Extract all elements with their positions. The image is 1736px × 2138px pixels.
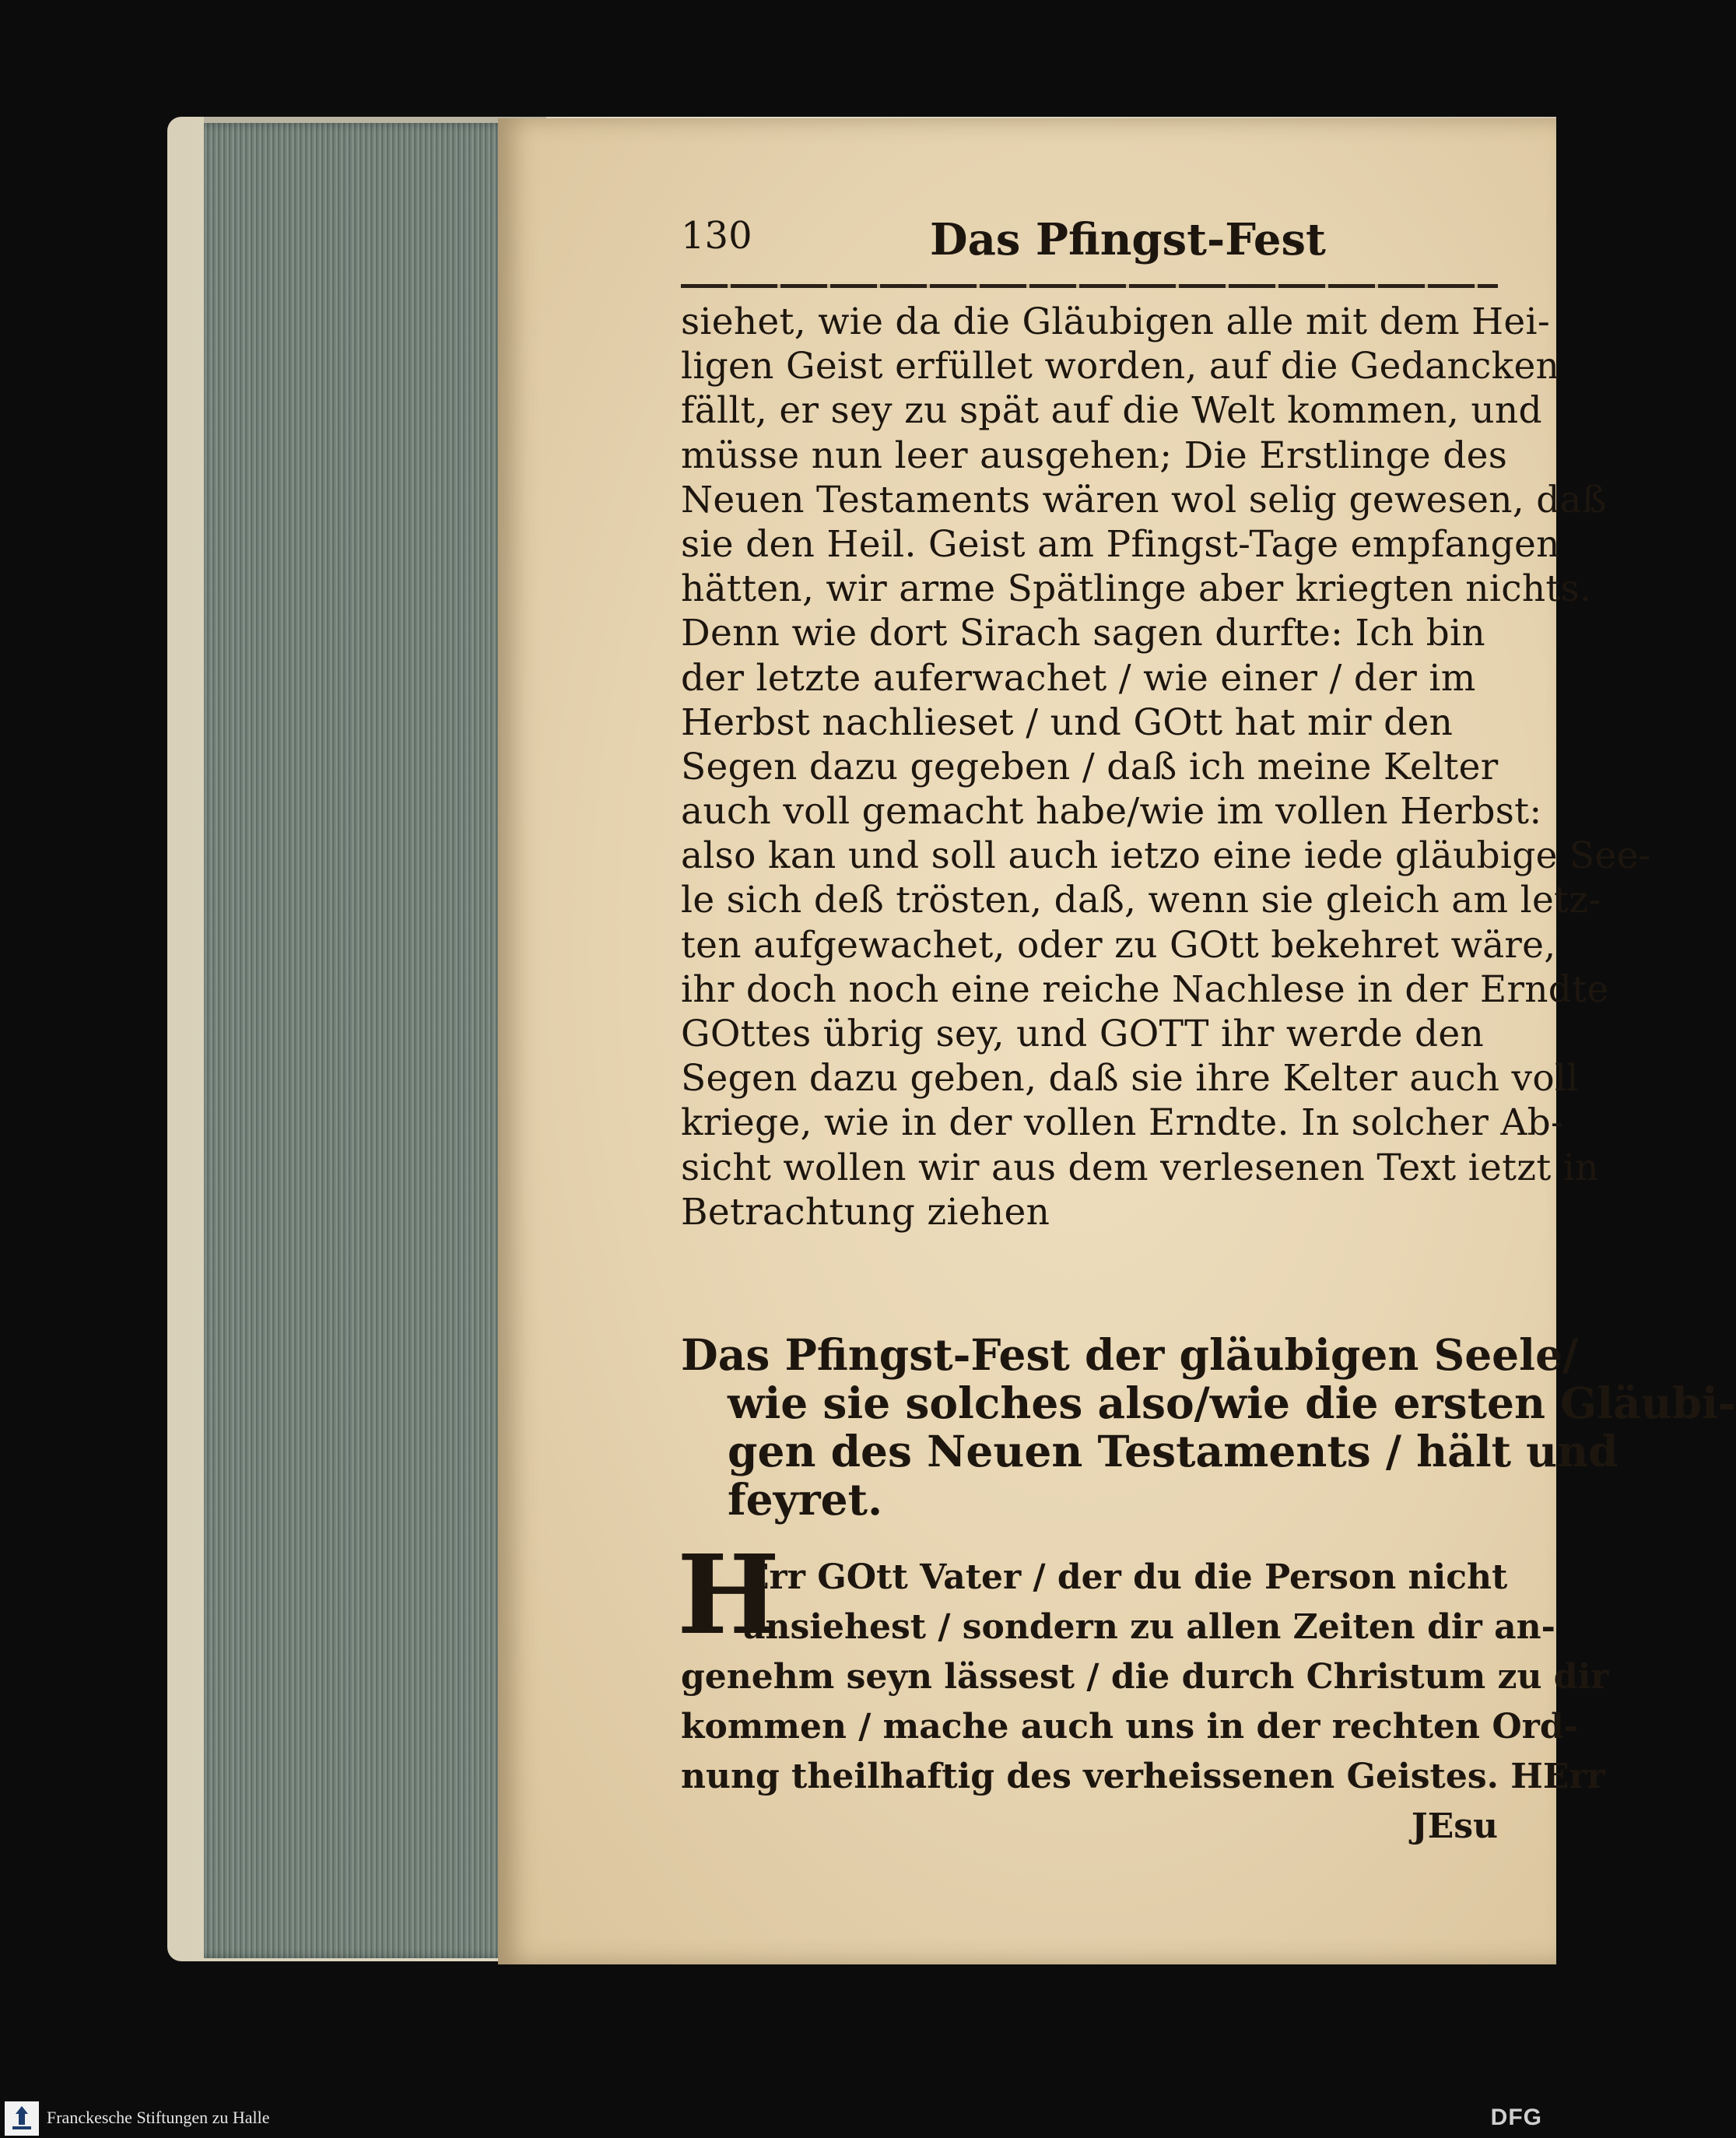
body-line: der letzte auferwachet / wie einer / der im — [681, 656, 1476, 700]
body-line: ten aufgewachet, oder zu GOtt bekehret wäre, — [681, 923, 1556, 967]
institution-name: Franckesche Stiftungen zu Halle — [47, 2108, 270, 2127]
body-line: Betrachtung ziehen — [681, 1190, 1050, 1234]
dfg-badge: DFG — [1490, 2105, 1542, 2130]
drop-cap: H — [677, 1532, 780, 1659]
prayer-line: JEsu — [1411, 1806, 1498, 1846]
body-line: sie den Heil. Geist am Pfingst-Tage empfangen — [681, 522, 1560, 566]
prayer-line: kommen / mache auch uns in der rechten Ord- — [681, 1707, 1578, 1747]
body-line: müsse nun leer ausgehen; Die Erstlinge des — [681, 434, 1508, 477]
body-text — [681, 300, 1651, 1234]
prayer-line: Err GOtt Vater / der du die Person nicht — [743, 1557, 1508, 1597]
body-line: kriege, wie in der vollen Erndte. In solcher Ab- — [681, 1101, 1564, 1145]
body-line: hätten, wir arme Spätlinge aber kriegten nichts. — [681, 567, 1592, 611]
institution-logo-icon — [5, 2101, 39, 2136]
body-line: fällt, er sey zu spät auf die Welt kommen, und — [681, 389, 1542, 433]
page-edges — [204, 123, 545, 1958]
body-line: ligen Geist erfüllet worden, auf die Gedancken — [681, 345, 1560, 388]
body-line: ihr doch noch eine reiche Nachlese in der Erndte — [681, 967, 1609, 1011]
prayer-line: nung theilhaftig des verheissenen Geistes. HErr — [681, 1757, 1605, 1796]
section-title-line: feyret. — [728, 1474, 883, 1525]
section-title-line: wie sie solches also/wie die ersten Gläubi- — [728, 1378, 1736, 1428]
body-line: GOttes übrig sey, und GOTT ihr werde den — [681, 1013, 1485, 1055]
section-title — [681, 1329, 1736, 1525]
body-line: le sich deß trösten, daß, wenn sie gleich am letz- — [681, 879, 1601, 922]
body-line: sicht wollen wir aus dem verlesenen Text ietzt in — [681, 1146, 1599, 1189]
header-rule — [681, 284, 1498, 288]
body-line: Segen dazu geben, daß sie ihre Kelter auch voll — [681, 1057, 1579, 1101]
body-line: Herbst nachlieset / und GOtt hat mir den — [681, 700, 1454, 744]
running-head — [681, 214, 1498, 276]
prayer-text — [681, 1553, 1609, 1852]
page-number: 130 — [681, 214, 752, 258]
body-line: Segen dazu gegeben / daß ich meine Kelter — [681, 745, 1499, 788]
section-title-line: gen des Neuen Testaments / hält und — [728, 1426, 1619, 1476]
body-line: auch voll gemacht habe/wie im vollen Herbst: — [681, 790, 1542, 834]
body-line: siehet, wie da die Gläubigen alle mit dem Hei- — [681, 300, 1551, 343]
body-line: Denn wie dort Sirach sagen durfte: Ich bin — [681, 612, 1485, 655]
body-line: Neuen Testaments wären wol selig gewesen, daß — [681, 478, 1607, 521]
running-title: Das Pfingst-Fest — [930, 214, 1326, 265]
prayer-line: ansiehest / sondern zu allen Zeiten dir an- — [743, 1607, 1555, 1647]
prayer-line: genehm seyn lässest / die durch Christum zu dir — [681, 1657, 1609, 1697]
section-title-line: Das Pfingst-Fest der gläubigen Seele/ — [681, 1329, 1579, 1380]
body-line: also kan und soll auch ietzo eine iede gläubige See- — [681, 834, 1651, 878]
